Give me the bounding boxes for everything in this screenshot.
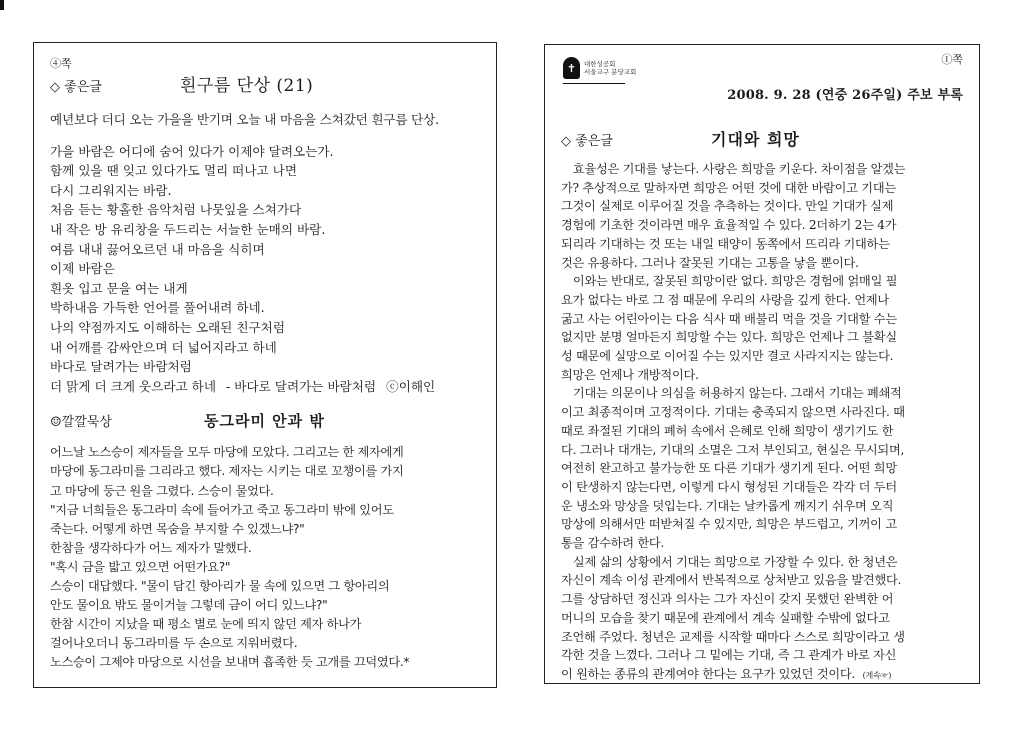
story-line: 한참 시간이 지났을 때 평소 별로 눈에 띄지 않던 제자 하나가: [50, 617, 362, 632]
story-line: 한참을 생각하다가 어느 제자가 말했다.: [50, 540, 252, 555]
body-line: 망상에 의해서만 떠받쳐질 수 있지만, 희망은 부드럽고, 기꺼이 고: [561, 517, 897, 532]
bulletin-header: [561, 53, 967, 119]
story-line: "혹시 금을 밟고 있으면 어떤가요?": [50, 559, 231, 574]
poem-line: 내 어깨를 감싸안으며 더 넓어지라고 하네: [50, 339, 277, 355]
section-header: [561, 127, 967, 150]
logo-underline: [563, 83, 625, 84]
body-line: 기대는 의문이나 의심을 허용하지 않는다. 그래서 기대는 폐쇄적: [561, 386, 902, 401]
bulletin-date: 2008. 9. 28 (연중 26주일) 주보 부록: [727, 88, 963, 103]
story-line: 노스승이 그제야 마당으로 시선을 보내며 흡족한 듯 고개를 끄덕였다.*: [50, 655, 410, 670]
poem-line: 여름 내내 끓어오르던 내 마음을 식히며: [50, 241, 265, 257]
continued-note: (계속☞): [862, 670, 892, 680]
article-title: 기대와 희망: [711, 130, 800, 149]
body-line: 여전히 완고하고 불가능한 또 다른 기대가 생기게 된다. 어떤 희망: [561, 461, 897, 476]
poem-line: 다시 그리워지는 바람.: [50, 182, 172, 198]
body-line: 경험에 기초한 것이라면 매우 효율적일 수 있다. 2더하기 2는 4가: [561, 218, 897, 233]
section2-label: ☺깔깔묵상: [50, 415, 112, 431]
article-body: [561, 160, 967, 686]
poem-line: 박하내음 가득한 언어를 풀어내려 하네.: [50, 300, 265, 316]
section-label: ◇ 좋은글: [50, 80, 102, 95]
poem-line: 바다로 달려가는 바람처럼: [50, 359, 192, 375]
poem-line: 이제 바람은: [50, 261, 115, 277]
page-number: ①쪽: [941, 53, 963, 66]
poem-line: 더 맑게 더 크게 웃으라고 하네: [50, 378, 217, 394]
story-line: 고 마당에 둥근 원을 그렸다. 스승이 물었다.: [50, 483, 274, 498]
poem: [50, 110, 482, 396]
body-line-last: [561, 665, 967, 686]
story-line: 걸어나오더니 동그라미를 두 손으로 지워버렸다.: [50, 636, 298, 651]
logo-text-line: 서울교구 분당교회: [584, 68, 637, 76]
corner-mark: [0, 0, 4, 10]
poem-line: 나의 약점까지도 이해하는 오래된 친구처럼: [50, 319, 285, 335]
body-line: 이와는 반대로, 잘못된 희망이란 없다. 희망은 경험에 얽매일 필: [561, 274, 898, 289]
story-line: "지금 너희들은 동그라미 속에 들어가고 죽고 동그라미 밖에 있어도: [50, 502, 394, 517]
story: [50, 443, 482, 672]
body-line: 이 원하는 종류의 관계여야 한다는 요구가 있었던 것이다.: [561, 666, 856, 681]
story-line: 스승이 대답했다. "물이 담긴 항아리가 물 속에 있으면 그 항아리의: [50, 578, 390, 593]
poem-line: 흰옷 입고 문을 여는 내게: [50, 280, 188, 296]
poem-line: 처음 듣는 황홀한 음악처럼 나뭇잎을 스쳐가다: [50, 202, 302, 218]
body-line: 그를 상담하던 정신과 의사는 그가 자신이 갖지 못했던 완벽한 어: [561, 592, 894, 607]
body-line: 굶고 사는 어린아이는 다음 식사 때 배불리 먹을 것을 기대할 수는: [561, 311, 897, 326]
logo-text-line: 대한성공회: [584, 60, 616, 68]
poem-line: 가을 바람은 어디에 숨어 있다가 이제야 달려오는가.: [50, 143, 334, 159]
left-page: [33, 42, 497, 688]
story-line: 죽는다. 어떻게 하면 목숨을 부지할 수 있겠느냐?": [50, 521, 305, 536]
body-line: 없지만 분명 얼마든지 희망할 수는 있다. 희망은 언제나 그 불확실: [561, 330, 897, 345]
poem-line: 내 작은 방 유리창을 두드리는 서늘한 눈매의 바람.: [50, 221, 326, 237]
body-line: 그것이 실제로 이루어질 것을 추측하는 것이다. 만일 기대가 실제: [561, 199, 894, 214]
body-line: 자신이 계속 이성 관계에서 반복적으로 상처받고 있음을 발견했다.: [561, 573, 902, 588]
right-page: [544, 44, 980, 684]
body-line: 때로 좌절된 기대의 폐허 속에서 은혜로 인해 희망이 생기기도 한: [561, 423, 894, 438]
poem-line: 함께 있을 땐 잊고 있다가도 멀리 떠나고 나면: [50, 163, 298, 179]
body-line: 운 냉소와 망상을 덧입는다. 기대는 날카롭게 깨지기 쉬우며 오직: [561, 498, 894, 513]
body-line: 가? 추상적으로 말하자면 희망은 어떤 것에 대한 바람이고 기대는: [561, 180, 896, 195]
body-line: 것은 유용하다. 그러나 잘못된 기대는 고통을 낳을 뿐이다.: [561, 255, 859, 270]
body-line: 희망은 언제나 개방적이다.: [561, 367, 699, 382]
body-line: 각한 것을 느꼈다. 그러나 그 밑에는 기대, 즉 그 관계가 바로 자신: [561, 648, 897, 663]
story-title: 동그라미 안과 밖: [204, 412, 325, 431]
body-line: 머니의 모습을 찾기 때문에 관계에서 계속 실패할 수밖에 없다고: [561, 610, 890, 625]
body-line: 효율성은 기대를 낳는다. 사랑은 희망을 키운다. 차이점을 알겠는: [561, 162, 906, 176]
poem-source: - 바다로 달려가는 바람처럼: [226, 378, 377, 394]
cross-icon: ✝: [563, 57, 580, 79]
body-line: 이 탄생하지 않는다면, 이렇게 다시 형성된 기대들은 각각 더 두터: [561, 479, 897, 494]
body-line: 실제 삶의 상황에서 기대는 희망으로 가장할 수 있다. 한 청년은: [561, 554, 898, 569]
article-title: 흰구름 단상 (21): [180, 76, 314, 96]
poem-author: ⓒ이해인: [386, 378, 436, 394]
story-line: 안도 물이요 밖도 물이거늘 그렇데 금이 어디 있느냐?": [50, 598, 328, 613]
poem-last-line: [50, 377, 482, 397]
church-logo: [563, 57, 636, 79]
body-line: 통을 감수하려 한다.: [561, 536, 665, 551]
story-line: 어느날 노스승이 제자들을 모두 마당에 모았다. 그리고는 한 제자에게: [50, 445, 404, 460]
body-line: 요가 없다는 바로 그 점 때문에 우리의 사랑을 깊게 한다. 언제나: [561, 292, 889, 307]
section-label: ◇ 좋은글: [561, 134, 613, 149]
section-header: [50, 71, 482, 96]
body-line: 이고 최종적이며 고정적이다. 기대는 충족되지 않으면 사라진다. 때: [561, 405, 905, 420]
story-line: 마당에 동그라미를 그리라고 했다. 제자는 시키는 대로 꼬챙이를 가지: [50, 464, 404, 479]
page-number: ④쪽: [50, 57, 72, 70]
poem-intro: 예년보다 더디 오는 가을을 반기며 오늘 내 마음을 스쳐갔던 흰구름 단상.: [50, 112, 439, 127]
body-line: 다. 그러나 대개는, 기대의 소멸은 그저 부인되고, 현실은 무시되며,: [561, 442, 905, 457]
body-line: 되리라 기대하는 것 또는 내일 태양이 동쪽에서 뜨리라 기대하는: [561, 236, 890, 251]
section2-header: [50, 410, 482, 431]
body-line: 성 때문에 실망으로 이어질 수는 있지만 결코 사라지지는 않는다.: [561, 349, 894, 364]
body-line: 조언해 주었다. 청년은 교제를 시작할 때마다 스스로 희망이라고 생: [561, 629, 905, 644]
